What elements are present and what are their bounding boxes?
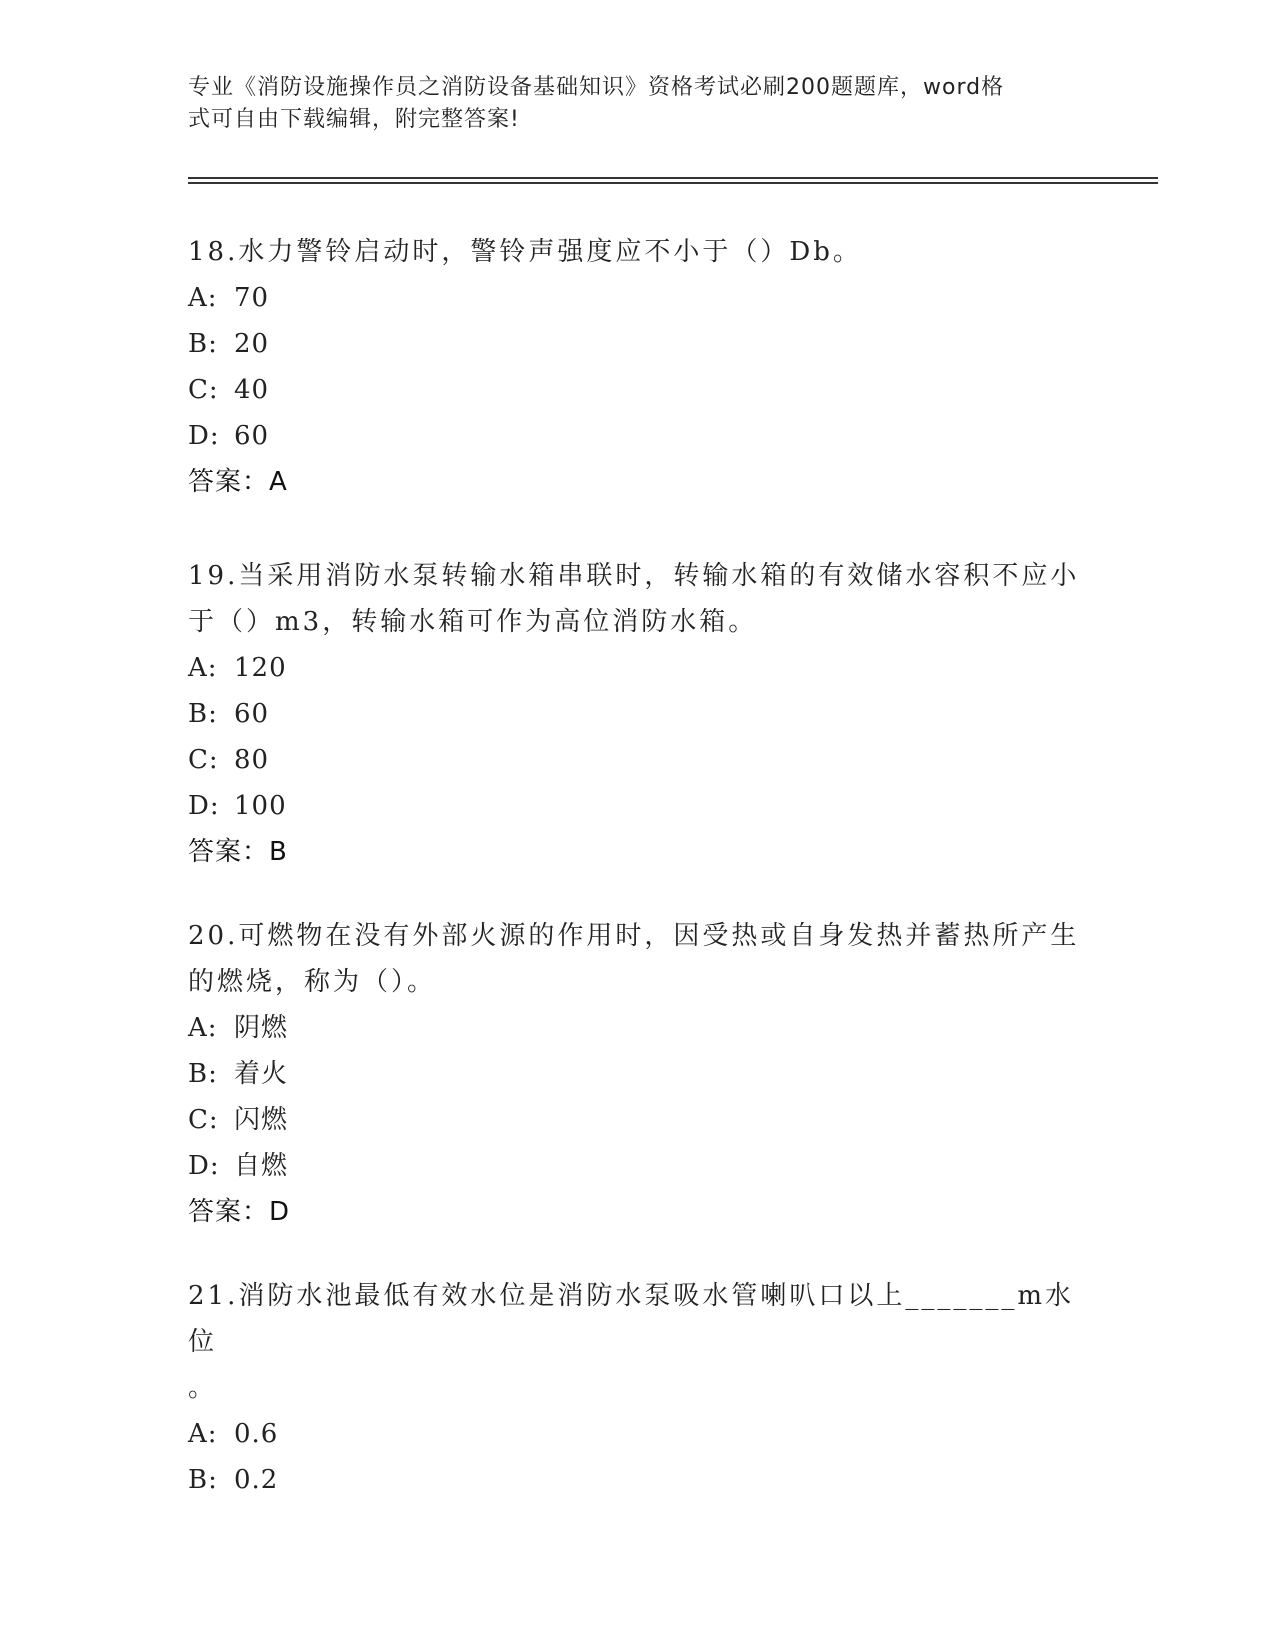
option-key: C:	[188, 745, 219, 775]
option-a	[188, 645, 1088, 691]
option-text: 阴燃	[234, 1013, 289, 1043]
answer: 答案：A	[188, 467, 288, 497]
option-text: 70	[234, 283, 270, 313]
question-21	[188, 1273, 1088, 1503]
option-key: B:	[188, 329, 218, 359]
question-stem: 18.水力警铃启动时，警铃声强度应不小于（）Db。	[188, 237, 862, 267]
question-stem-line-2: 。	[188, 1373, 218, 1403]
option-text: 0.2	[234, 1465, 279, 1495]
option-key: A:	[188, 653, 218, 683]
option-b	[188, 691, 1088, 737]
document-header	[188, 72, 1068, 136]
option-d	[188, 413, 1088, 459]
answer: 答案：D	[188, 1197, 291, 1227]
header-divider-top	[188, 177, 1158, 179]
question-20	[188, 913, 1088, 1235]
header-line-2: 式可自由下载编辑，附完整答案!	[188, 107, 520, 132]
option-key: C:	[188, 375, 219, 405]
option-text: 自燃	[234, 1151, 289, 1181]
option-b	[188, 321, 1088, 367]
option-text: 0.6	[234, 1419, 279, 1449]
question-stem-line-2: 于（）m3，转输水箱可作为高位消防水箱。	[188, 607, 758, 637]
option-a	[188, 1411, 1088, 1457]
option-text: 着火	[234, 1059, 289, 1089]
option-text: 100	[234, 791, 287, 821]
option-text: 40	[234, 375, 270, 405]
option-text: 80	[234, 745, 270, 775]
option-b	[188, 1051, 1088, 1097]
option-key: A:	[188, 1013, 218, 1043]
option-key: D:	[188, 791, 220, 821]
option-c	[188, 737, 1088, 783]
option-key: B:	[188, 1059, 218, 1089]
option-a	[188, 1005, 1088, 1051]
option-a	[188, 275, 1088, 321]
question-stem-line-1: 20.可燃物在没有外部火源的作用时，因受热或自身发热并蓄热所产生	[188, 921, 1080, 951]
option-text: 120	[234, 653, 287, 683]
header-divider-bottom	[188, 182, 1158, 184]
option-key: D:	[188, 1151, 220, 1181]
question-19	[188, 553, 1088, 875]
option-c	[188, 1097, 1088, 1143]
question-stem-line-1: 21.消防水池最低有效水位是消防水泵吸水管喇叭口以上_______m水位	[188, 1281, 1075, 1357]
option-text: 60	[234, 421, 270, 451]
option-d	[188, 783, 1088, 829]
option-c	[188, 367, 1088, 413]
question-stem-line-2: 的燃烧，称为（）。	[188, 967, 437, 997]
option-key: B:	[188, 699, 218, 729]
answer: 答案：B	[188, 837, 288, 867]
option-key: A:	[188, 283, 218, 313]
option-text: 20	[234, 329, 270, 359]
option-text: 60	[234, 699, 270, 729]
header-line-1: 专业《消防设施操作员之消防设备基础知识》资格考试必刷200题题库，word格	[188, 75, 1005, 100]
option-key: B:	[188, 1465, 218, 1495]
option-b	[188, 1457, 1088, 1503]
question-stem-line-1: 19.当采用消防水泵转输水箱串联时，转输水箱的有效储水容积不应小	[188, 561, 1080, 591]
option-key: A:	[188, 1419, 218, 1449]
question-18	[188, 229, 1088, 505]
option-text: 闪燃	[234, 1105, 289, 1135]
option-key: C:	[188, 1105, 219, 1135]
option-key: D:	[188, 421, 220, 451]
option-d	[188, 1143, 1088, 1189]
